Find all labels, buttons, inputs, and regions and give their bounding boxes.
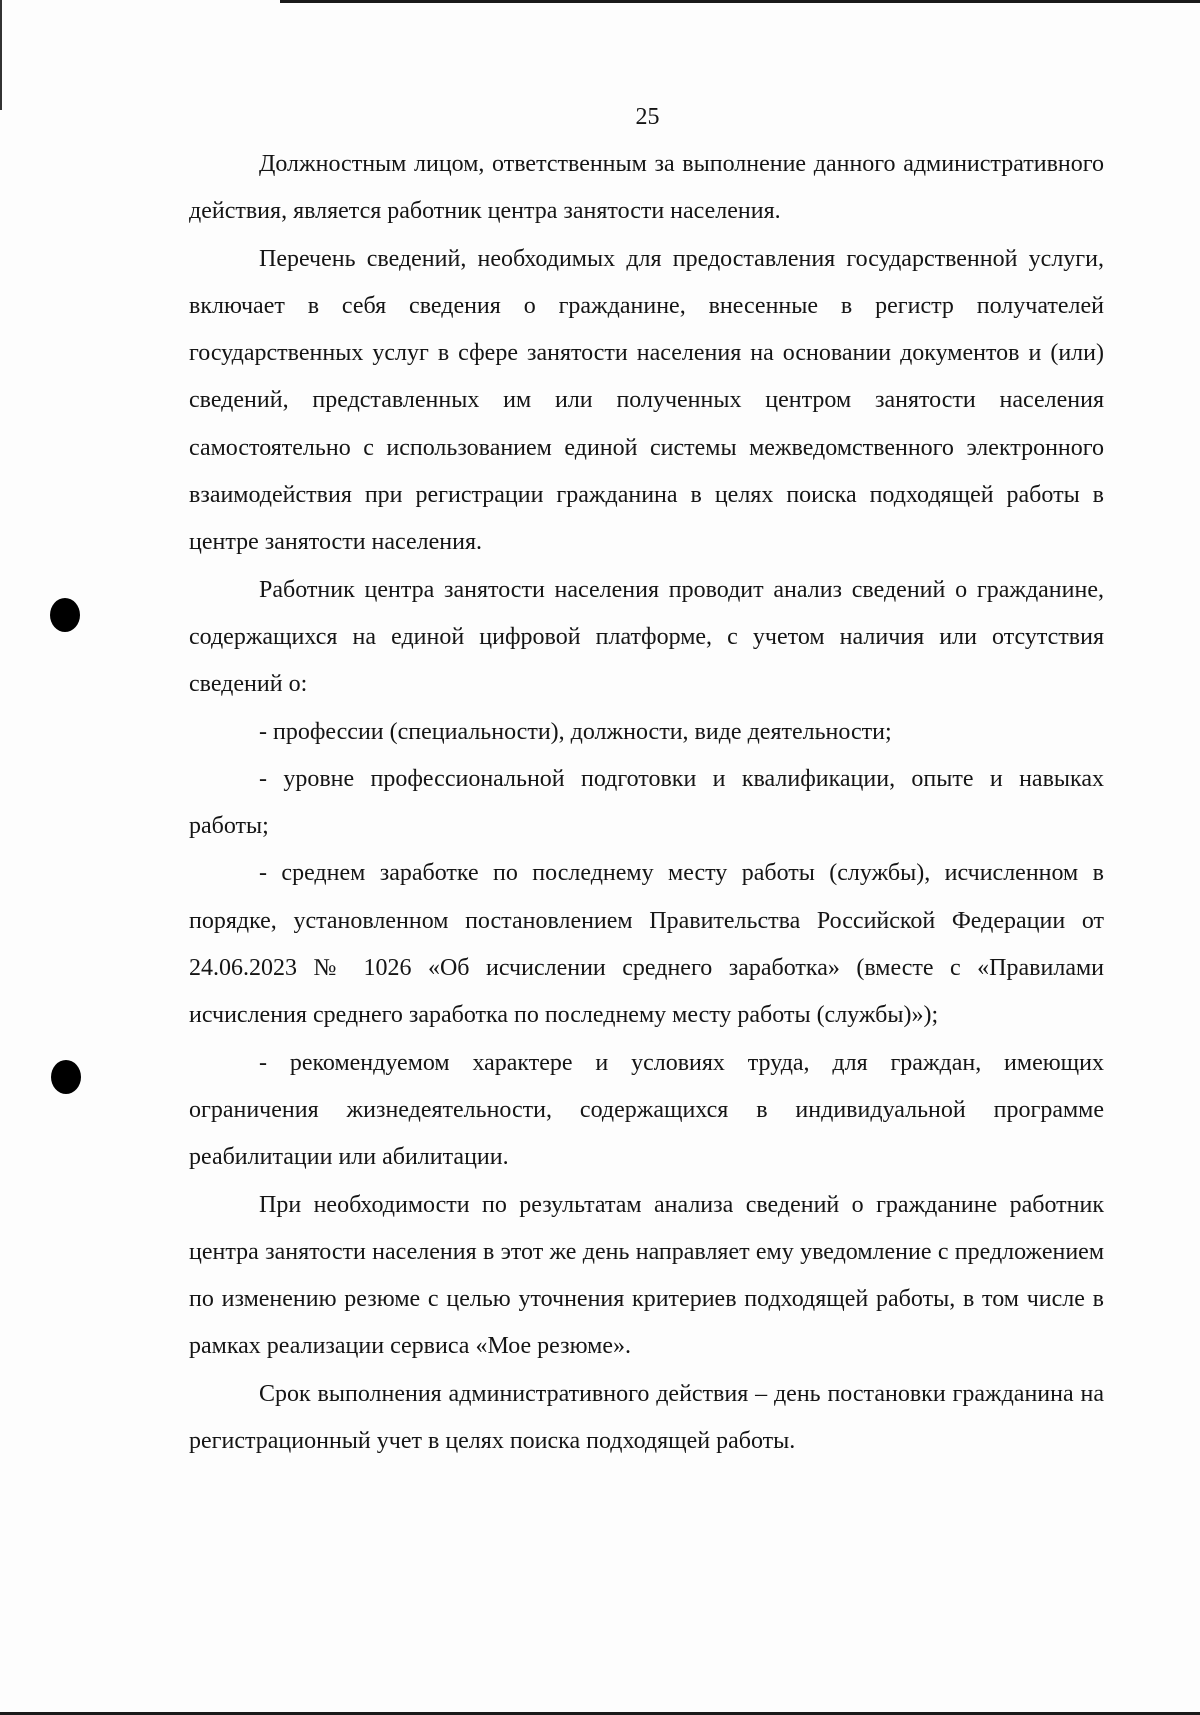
paragraph-analysis: Работник центра занятости населения проводит анализ сведений о гражданине, содержащихся на единой цифровой платформе, с учетом наличия или отсутствия сведений о: xyxy=(189,576,1104,698)
scan-edge-top xyxy=(280,0,1200,3)
punch-hole-icon xyxy=(50,598,80,632)
list-item-qualification: - уровне профессиональной подготовки и квалификации, опыте и навыках работы; xyxy=(189,765,1104,840)
document-body xyxy=(189,141,1104,1465)
page-number: 25 xyxy=(635,104,660,130)
list-item-average-earnings: - среднем заработке по последнему месту работы (службы), исчисленном в порядке, установленном постановлением Правительства Российской Федерации от 24.06.2023 № 1026 «Об исчислении среднего заработка» (вместе с «Правилами исчисления среднего заработка по последнему месту работы (службы)»); xyxy=(189,860,1104,1029)
paragraph-notification: При необходимости по результатам анализа сведений о гражданине работник центра занятости населения в этот же день направляет ему уведомление с предложением по изменению резюме с целью уточнения критериев подходящей работы, в том числе в рамках реализации сервиса «Мое резюме». xyxy=(189,1191,1104,1360)
scan-edge-left xyxy=(0,0,2,110)
paragraph-responsible-person: Должностным лицом, ответственным за выполнение данного административного действия, является работник центра занятости населения. xyxy=(189,151,1104,225)
punch-hole-icon xyxy=(51,1060,81,1094)
paragraph-information-list: Перечень сведений, необходимых для предоставления государственной услуги, включает в себя сведения о гражданине, внесенные в регистр получателей государственных услуг в сфере занятости населения на основании документов и (или) сведений, представленных им или полученных центром занятости населения самостоятельно с использованием единой системы межведомственного электронного взаимодействия при регистрации гражданина в целях поиска подходящей работы в центре занятости населения. xyxy=(189,245,1104,556)
list-item-profession: - профессии (специальности), должности, виде деятельности; xyxy=(259,718,892,745)
paragraph-deadline: Срок выполнения административного действия – день постановки гражданина на регистрационный учет в целях поиска подходящей работы. xyxy=(189,1380,1104,1455)
list-item-work-conditions: - рекомендуемом характере и условиях труда, для граждан, имеющих ограничения жизнедеятельности, содержащихся в индивидуальной программе реабилитации или абилитации. xyxy=(189,1049,1104,1171)
